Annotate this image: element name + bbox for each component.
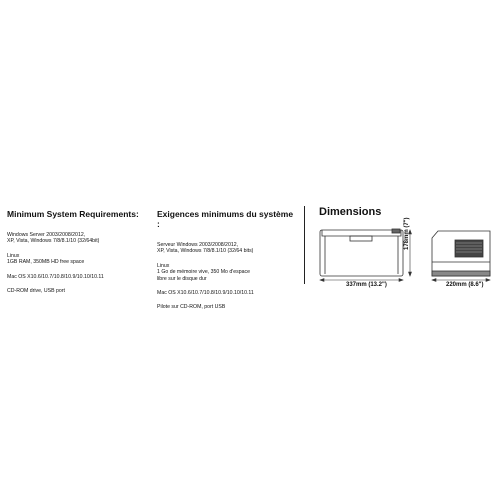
height-label: 178mm (7"): [404, 217, 410, 250]
mac-requirements-en: Mac OS X10.6/10.7/10.8/10.9/10.10/10.11: [7, 273, 104, 280]
linux-requirements-fr: Linux 1 Go de mémoire vive, 350 Mo d'espace libre sur le disque dur: [157, 262, 250, 282]
os-requirements-en: Windows Server 2003/2008/2012, XP, Vista, Windows 7/8/8.1/10 (32/64bit): [7, 232, 100, 245]
printer-side-view-icon: [432, 231, 490, 276]
mac-requirements-fr: Mac OS X10.6/10.7/10.8/10.9/10.10/10.11: [157, 290, 254, 297]
linux-requirements-en: Linux 1GB RAM, 350MB HD free space: [7, 252, 85, 266]
dimensions-title: Dimensions: [319, 206, 382, 218]
requirements-heading-fr: Exigences minimums du système :: [157, 209, 294, 229]
drive-requirements-fr: Pilote sur CD-ROM, port USB: [157, 304, 226, 311]
width-label: 337mm (13.2"): [346, 282, 387, 288]
printer-front-view-icon: [320, 229, 403, 276]
os-requirements-fr: Serveur Windows 2003/2008/2012, XP, Vista, Windows 7/8/8.1/10 (32/64 bits): [157, 242, 254, 255]
depth-label: 220mm (8.6"): [446, 282, 484, 288]
drive-requirements-en: CD-ROM drive, USB port: [7, 288, 65, 295]
requirements-heading-en: Minimum System Requirements:: [7, 209, 139, 219]
